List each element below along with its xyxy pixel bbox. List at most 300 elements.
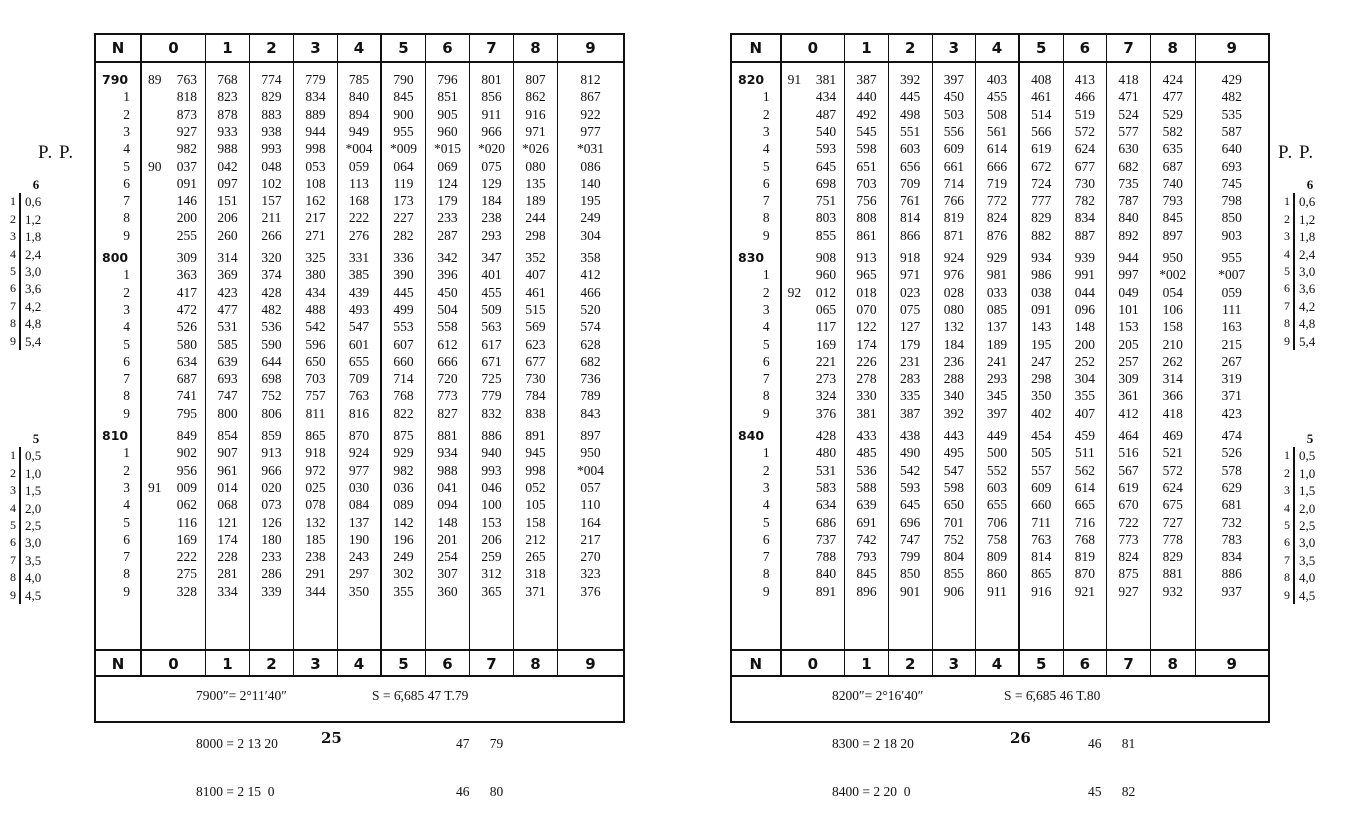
digit-column-1 — [845, 63, 889, 649]
column-header: 4 — [338, 651, 382, 675]
mantissa-cell: 593 — [900, 479, 921, 495]
mantissa-cell: 036 — [393, 479, 414, 495]
mantissa-cell: 829 — [261, 89, 282, 105]
mantissa-cell: 752 — [261, 388, 282, 404]
mantissa-cell: 345 — [986, 388, 1008, 404]
mantissa-cell: 298 — [1031, 371, 1052, 387]
pp-value: 5,4 — [25, 333, 42, 349]
mantissa-cell: 477 — [1162, 89, 1183, 105]
pp-rule — [19, 280, 21, 297]
note-line: 8300 = 2 18 20 — [832, 736, 914, 751]
n-digit: 7 — [123, 193, 130, 209]
mantissa-cell: 553 — [393, 319, 414, 335]
n-digit: 9 — [123, 405, 130, 421]
mantissa-cell: 677 — [525, 353, 546, 369]
mantissa-cell: 687 — [1162, 158, 1183, 174]
mantissa-cell: 665 — [1074, 497, 1095, 513]
pp-rule — [19, 465, 21, 482]
pp-table-5 — [4, 430, 54, 604]
mantissa-cell: 913 — [856, 250, 877, 265]
mantissa-cell: 706 — [986, 514, 1008, 530]
mantissa-cell: 557 — [1031, 462, 1052, 478]
mantissa-cell: 314 — [217, 250, 238, 265]
n-digit: 3 — [762, 123, 770, 139]
mantissa-cell: 693 — [217, 371, 238, 387]
mantissa-cell: 945 — [525, 445, 546, 461]
mantissa-cell: 042 — [217, 158, 238, 174]
pp-value: 2,4 — [25, 246, 42, 262]
mantissa-cell: 871 — [943, 227, 964, 243]
mantissa-cell: 714 — [393, 371, 414, 387]
pp-value: 1,0 — [25, 465, 42, 481]
mantissa-cell: 666 — [986, 158, 1008, 174]
pp-digit: 5 — [10, 518, 16, 533]
mantissa-cell: 126 — [261, 514, 282, 530]
mantissa-cell: 347 — [481, 250, 502, 265]
mantissa-cell: 725 — [481, 371, 502, 387]
pp-value: 3,0 — [25, 264, 42, 280]
mantissa-cell: 105 — [525, 497, 546, 513]
mantissa-cell: 226 — [856, 353, 877, 369]
mantissa-cell: 598 — [943, 479, 964, 495]
mantissa-cell: *009 — [390, 141, 417, 157]
pp-head: 6 — [32, 177, 40, 192]
mantissa-cell: 142 — [393, 514, 414, 530]
mantissa-cell: 201 — [437, 531, 458, 547]
mantissa-cell: 148 — [437, 514, 458, 530]
pp-rule — [1293, 228, 1295, 245]
mantissa-cell: 222 — [176, 549, 197, 565]
mantissa-cell: 612 — [437, 336, 458, 352]
mantissa-cell: 875 — [393, 428, 414, 443]
mantissa-cell: 829 — [1031, 210, 1052, 226]
mantissa-cell: 756 — [856, 193, 877, 209]
n-digit: 2 — [762, 284, 770, 300]
mantissa-cell: 886 — [481, 428, 502, 443]
column-header: 2 — [889, 651, 933, 675]
n-digit: 4 — [762, 141, 770, 157]
pp-row — [1278, 333, 1328, 350]
mantissa-cell: 865 — [305, 428, 326, 443]
pp-digit: 6 — [1284, 535, 1290, 550]
mantissa-cell: 153 — [481, 514, 502, 530]
mantissa-cell: 266 — [261, 227, 282, 243]
mantissa-cell: 526 — [1221, 445, 1242, 461]
n-digit: 1 — [762, 267, 770, 283]
pp-digit: 7 — [10, 552, 16, 567]
n-digit: 8 — [123, 566, 130, 582]
s-t-notes — [372, 656, 503, 832]
column-header: 9 — [1226, 39, 1237, 57]
pp-digit: 3 — [10, 483, 16, 498]
mantissa-cell: 906 — [943, 583, 964, 599]
mantissa-cell: 466 — [580, 284, 601, 300]
mantissa-cell: 228 — [217, 549, 238, 565]
mantissa-cell: 450 — [943, 89, 964, 105]
mantissa-cell: 601 — [348, 336, 370, 352]
mantissa-cell: 262 — [1162, 353, 1183, 369]
characteristic-prefix: 92 — [787, 284, 802, 300]
mantissa-cell: 587 — [1221, 123, 1242, 139]
mantissa-cell: 918 — [305, 445, 326, 461]
note-line: 8100 = 2 15 0 — [196, 784, 275, 799]
mantissa-cell: 578 — [1221, 462, 1242, 478]
mantissa-cell: 698 — [815, 175, 837, 191]
mantissa-cell: 660 — [1031, 497, 1052, 513]
mantissa-cell: 682 — [1118, 158, 1139, 174]
mantissa-cell: 972 — [305, 462, 326, 478]
mantissa-cell: 691 — [856, 514, 877, 530]
mantissa-cell: 585 — [217, 336, 238, 352]
mantissa-cell: 407 — [525, 267, 546, 283]
note-line: 7900″= 2°11′40″ — [196, 688, 287, 703]
pp-digit: 6 — [1284, 281, 1290, 296]
mantissa-cell: 681 — [1221, 497, 1242, 513]
mantissa-cell: 215 — [1221, 336, 1242, 352]
mantissa-cell: 206 — [481, 531, 502, 547]
pp-digit: 6 — [10, 281, 16, 296]
pp-rule — [19, 587, 21, 604]
n-digit: 4 — [123, 319, 130, 335]
mantissa-cell: 185 — [305, 531, 326, 547]
mantissa-cell: 281 — [217, 566, 238, 582]
column-header: 1 — [206, 35, 250, 61]
mantissa-cell: 800 — [217, 405, 238, 421]
mantissa-cell: 763 — [348, 388, 370, 404]
mantissa-cell: 789 — [580, 388, 601, 404]
mantissa-cell: 417 — [176, 284, 197, 300]
digit-column-6 — [426, 63, 470, 649]
mantissa-cell: 991 — [1074, 267, 1095, 283]
mantissa-cell: 551 — [900, 123, 921, 139]
pp-rule — [19, 333, 21, 350]
pp-digit: 8 — [1284, 316, 1290, 331]
mantissa-cell: 471 — [1118, 89, 1139, 105]
n-digit: 1 — [762, 89, 770, 105]
mantissa-cell: 254 — [437, 549, 458, 565]
mantissa-cell: 438 — [900, 428, 921, 443]
mantissa-cell: 798 — [1221, 193, 1242, 209]
mantissa-cell: 736 — [580, 371, 601, 387]
mantissa-cell: 988 — [437, 462, 458, 478]
mantissa-cell: 824 — [986, 210, 1008, 226]
mantissa-cell: 302 — [393, 566, 414, 582]
digit-column-4 — [976, 63, 1020, 649]
pp-value: 3,6 — [1299, 281, 1316, 297]
mantissa-cell: 450 — [437, 284, 458, 300]
mantissa-cell: 671 — [481, 353, 502, 369]
characteristic-prefix: 90 — [148, 158, 162, 174]
n-digit: 7 — [762, 371, 770, 387]
mantissa-cell: 965 — [856, 267, 877, 283]
mantissa-cell: 392 — [943, 405, 964, 421]
mantissa-cell: 148 — [1074, 319, 1095, 335]
mantissa-cell: 829 — [1162, 549, 1183, 565]
pp-rule — [19, 569, 21, 586]
mantissa-cell: 319 — [1221, 371, 1242, 387]
mantissa-cell: 482 — [1221, 89, 1242, 105]
mantissa-cell: 547 — [943, 462, 964, 478]
pp-rule — [19, 517, 21, 534]
mantissa-cell: 819 — [943, 210, 964, 226]
mantissa-cell: 624 — [1162, 479, 1183, 495]
column-header: 2 — [250, 651, 294, 675]
mantissa-cell: 135 — [525, 175, 546, 191]
mantissa-cell: 249 — [393, 549, 414, 565]
n-digit: 6 — [762, 531, 770, 547]
mantissa-cell: 971 — [900, 267, 921, 283]
column-header: 8 — [1151, 651, 1196, 675]
mantissa-cell: 896 — [856, 583, 877, 599]
mantissa-cell: 298 — [525, 227, 546, 243]
mantissa-cell: 434 — [815, 89, 837, 105]
mantissa-cell: 033 — [986, 284, 1008, 300]
n-digit: 5 — [123, 514, 130, 530]
mantissa-cell: 540 — [815, 123, 837, 139]
decade-label: 830 — [738, 250, 765, 265]
mantissa-cell: 927 — [176, 123, 197, 139]
mantissa-cell: *007 — [1218, 267, 1246, 283]
pp-digit: 9 — [10, 333, 16, 348]
digit-column-1 — [206, 63, 250, 649]
mantissa-cell: 814 — [1031, 549, 1052, 565]
mantissa-cell: 162 — [305, 193, 326, 209]
mantissa-cell: 840 — [348, 89, 370, 105]
n-digit: 5 — [762, 514, 770, 530]
mantissa-cell: 052 — [525, 479, 546, 495]
pp-value: 5,4 — [1299, 333, 1316, 349]
mantissa-cell: 110 — [580, 497, 601, 513]
n-digit: 1 — [762, 445, 770, 461]
mantissa-cell: 850 — [900, 566, 921, 582]
n-digit: 9 — [123, 227, 130, 243]
mantissa-cell: 049 — [1118, 284, 1139, 300]
pp-row — [1278, 315, 1328, 332]
pp-digit: 7 — [1284, 552, 1290, 567]
mantissa-cell: 850 — [1221, 210, 1242, 226]
mantissa-cell: 397 — [943, 72, 964, 87]
mantissa-cell: 670 — [1118, 497, 1139, 513]
mantissa-cell: 742 — [856, 531, 877, 547]
mantissa-cell: 556 — [943, 123, 964, 139]
mantissa-cell: 808 — [856, 210, 877, 226]
mantissa-cell: 741 — [176, 388, 197, 404]
mantissa-cell: 922 — [580, 106, 601, 122]
s-line: 47 79 — [456, 736, 504, 751]
mantissa-cell: 913 — [261, 445, 282, 461]
mantissa-cell: 630 — [1118, 141, 1139, 157]
mantissa-cell: 988 — [217, 141, 238, 157]
digit-column-3 — [933, 63, 977, 649]
mantissa-cell: 355 — [393, 583, 414, 599]
pp-row — [4, 534, 54, 551]
mantissa-cell: 466 — [1074, 89, 1095, 105]
pp-value: 1,2 — [25, 211, 42, 227]
mantissa-cell: 312 — [481, 566, 502, 582]
mantissa-cell: 793 — [1162, 193, 1183, 209]
mantissa-cell: 097 — [217, 175, 238, 191]
mantissa-cell: 352 — [525, 250, 546, 265]
mantissa-value: 763 — [176, 72, 197, 87]
mantissa-cell: 870 — [1074, 566, 1095, 582]
mantissa-cell: 217 — [305, 210, 326, 226]
mantissa-cell: 795 — [176, 405, 197, 421]
mantissa-cell: 790 — [393, 72, 414, 87]
mantissa-cell: 901 — [900, 583, 921, 599]
mantissa-cell: 929 — [986, 250, 1008, 265]
mantissa-cell: 722 — [1118, 514, 1139, 530]
pp-rule — [19, 500, 21, 517]
mantissa-cell: 845 — [393, 89, 414, 105]
page-number: 26 — [1010, 729, 1031, 747]
mantissa-cell: 907 — [217, 445, 238, 461]
mantissa-cell: 634 — [176, 353, 197, 369]
mantissa-cell: 796 — [437, 72, 458, 87]
mantissa-cell: 949 — [348, 123, 370, 139]
mantissa-cell: 737 — [815, 531, 837, 547]
s-line: 45 82 — [1088, 784, 1136, 799]
mantissa-cell: 064 — [393, 158, 414, 174]
mantissa-cell: 025 — [305, 479, 326, 495]
mantissa-cell: 369 — [217, 267, 238, 283]
mantissa-cell: 293 — [481, 227, 502, 243]
mantissa-cell: *015 — [434, 141, 461, 157]
mantissa-cell: 350 — [1031, 388, 1052, 404]
pp-row — [1278, 298, 1328, 315]
mantissa-cell: 574 — [580, 319, 601, 335]
mantissa-cell: 418 — [1118, 72, 1139, 87]
pp-digit: 3 — [10, 229, 16, 244]
mantissa-cell: 222 — [348, 210, 370, 226]
mantissa-cell: 617 — [481, 336, 502, 352]
mantissa-cell: 390 — [393, 267, 414, 283]
mantissa-cell: 640 — [1221, 141, 1242, 157]
mantissa-cell: 900 — [393, 106, 414, 122]
mantissa-cell: 607 — [393, 336, 414, 352]
mantissa-cell: 873 — [176, 106, 197, 122]
mantissa-cell: 075 — [900, 301, 921, 317]
mantissa-cell: 747 — [900, 531, 921, 547]
mantissa-cell: 779 — [481, 388, 502, 404]
n-digit: 6 — [123, 353, 130, 369]
mantissa-cell: 297 — [348, 566, 370, 582]
pp-head: 5 — [32, 431, 40, 446]
mantissa-cell: 508 — [986, 106, 1008, 122]
mantissa-cell: 480 — [815, 445, 837, 461]
pp-digit: 4 — [1284, 246, 1290, 261]
column-header: 8 — [1151, 35, 1196, 61]
mantissa-cell: 845 — [856, 566, 877, 582]
pp-rule — [1293, 211, 1295, 228]
pp-digit: 1 — [10, 448, 16, 463]
mantissa-cell: 143 — [1031, 319, 1052, 335]
n-column — [96, 63, 142, 649]
pp-value: 0,6 — [1299, 194, 1316, 210]
mantissa-cell: 169 — [176, 531, 197, 547]
mantissa-cell: 634 — [815, 497, 837, 513]
mantissa-cell: 934 — [1031, 250, 1052, 265]
mantissa-cell: 331 — [348, 250, 370, 265]
mantissa-cell: 304 — [580, 227, 601, 243]
mantissa-cell: 514 — [1031, 106, 1052, 122]
mantissa-cell: 503 — [943, 106, 964, 122]
header-row — [96, 35, 623, 63]
n-digit: 1 — [123, 445, 130, 461]
mantissa-cell — [782, 284, 845, 302]
mantissa-cell: 096 — [1074, 301, 1095, 317]
mantissa-cell: 823 — [217, 89, 238, 105]
mantissa-cell: 719 — [986, 175, 1008, 191]
mantissa-cell: 490 — [900, 445, 921, 461]
mantissa-cell: 971 — [525, 123, 546, 139]
n-digit: 3 — [123, 123, 130, 139]
pp-label: P. P. — [38, 142, 75, 163]
mantissa-cell: 455 — [481, 284, 502, 300]
mantissa-cell: 132 — [305, 514, 326, 530]
mantissa-cell: 127 — [900, 319, 921, 335]
mantissa-cell: 498 — [900, 106, 921, 122]
pp-digit: 5 — [1284, 518, 1290, 533]
n-digit: 9 — [762, 583, 770, 599]
column-header: 6 — [426, 651, 470, 675]
mantissa-cell: 545 — [856, 123, 877, 139]
mantissa-cell: 179 — [900, 336, 921, 352]
s-line: S = 6̄,685 47 T.79 — [372, 688, 469, 703]
mantissa-cell: 768 — [393, 388, 414, 404]
mantissa-cell: 238 — [305, 549, 326, 565]
n-digit: 4 — [762, 319, 770, 335]
mantissa-cell: 875 — [1118, 566, 1139, 582]
mantissa-cell: 276 — [348, 227, 370, 243]
pp-digit: 8 — [10, 570, 16, 585]
pp-value: 4,8 — [25, 316, 42, 332]
mantissa-cell: 336 — [393, 250, 414, 265]
mantissa-cell: 439 — [348, 284, 370, 300]
mantissa-cell: 561 — [986, 123, 1008, 139]
mantissa-cell: 862 — [525, 89, 546, 105]
mantissa-cell — [142, 479, 205, 497]
mantissa-cell: 542 — [900, 462, 921, 478]
mantissa-cell: 834 — [305, 89, 326, 105]
mantissa-cell: 211 — [261, 210, 282, 226]
mantissa-cell: 986 — [1031, 267, 1052, 283]
mantissa-cell: 840 — [815, 566, 837, 582]
mantissa-cell: 623 — [525, 336, 546, 352]
mantissa-cell: 255 — [176, 227, 197, 243]
pp-value: 3,0 — [1299, 535, 1316, 551]
pp-row — [4, 587, 54, 604]
pp-rule — [1293, 333, 1295, 350]
mantissa-cell: 526 — [176, 319, 197, 335]
mantissa-cell: 916 — [1031, 583, 1052, 599]
pp-table-6 — [1278, 176, 1328, 350]
mantissa-cell: 598 — [856, 141, 877, 157]
characteristic-prefix: 89 — [148, 72, 162, 87]
mantissa-cell: 472 — [176, 301, 197, 317]
mantissa-cell: 774 — [261, 72, 282, 87]
mantissa-value: 381 — [815, 72, 837, 87]
mantissa-cell: 944 — [305, 123, 326, 139]
pp-value: 4,2 — [25, 298, 42, 314]
mantissa-cell: 283 — [900, 371, 921, 387]
mantissa-cell: 068 — [217, 497, 238, 513]
mantissa-cell: 696 — [900, 514, 921, 530]
mantissa-cell: 350 — [348, 583, 370, 599]
mantissa-cell: 577 — [1118, 123, 1139, 139]
mantissa-cell: 924 — [348, 445, 370, 461]
mantissa-cell: 834 — [1074, 210, 1095, 226]
mantissa-cell: 200 — [176, 210, 197, 226]
